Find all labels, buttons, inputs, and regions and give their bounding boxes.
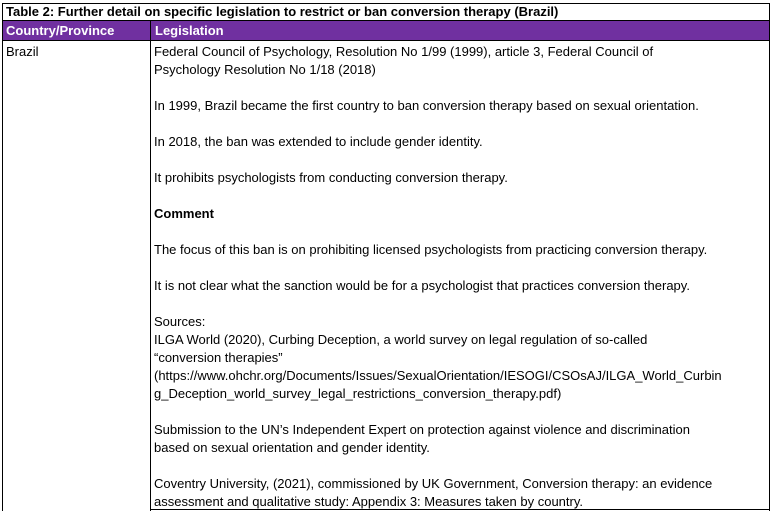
spreadsheet-table — [2, 3, 770, 511]
comment-focus: The focus of this ban is on prohibiting licensed psychologists from practicing conversion therapy. — [154, 242, 708, 257]
source-coventry: Coventry University, (2021), commissioned by UK Government, Conversion therapy: an evidence assessment and qualitative study: Appendix 3: Measures taken by country. — [154, 476, 713, 509]
header-country: Country/Province — [6, 23, 115, 38]
column-divider — [150, 21, 151, 511]
paragraph-1999-ban: In 1999, Brazil became the first country to ban conversion therapy based on sexual orientation. — [154, 98, 699, 113]
header-legislation: Legislation — [155, 23, 224, 38]
source-ilga: ILGA World (2020), Curbing Deception, a world survey on legal regulation of so-called “conversion therapies” (https://www.ohchr.org/Documents/Issues/SexualOrientation/IESOGI/CSOsAJ/ILGA_World_Curbin g_Deception_world_survey_legal_restrictions_conversion_therapy.pdf) — [154, 332, 722, 401]
legislation-cell[interactable] — [154, 43, 769, 511]
table-title: Table 2: Further detail on specific legislation to restrict or ban conversion therapy (Brazil) — [3, 3, 769, 21]
legislation-reference: Federal Council of Psychology, Resolution No 1/99 (1999), article 3, Federal Council of Psychology Resolution No 1/18 (2018) — [154, 44, 654, 77]
paragraph-2018-extension: In 2018, the ban was extended to include gender identity. — [154, 134, 483, 149]
comment-sanction: It is not clear what the sanction would be for a psychologist that practices conversion therapy. — [154, 278, 690, 293]
country-cell[interactable]: Brazil — [6, 44, 39, 59]
source-un-submission: Submission to the UN’s Independent Expert on protection against violence and discrimination based on sexual orientation and gender identity. — [154, 422, 690, 455]
paragraph-prohibition: It prohibits psychologists from conducting conversion therapy. — [154, 170, 508, 185]
header-row — [3, 21, 769, 41]
cell-bottom-border — [150, 509, 769, 510]
sources-heading: Sources: — [154, 314, 206, 329]
comment-heading: Comment — [154, 206, 214, 221]
